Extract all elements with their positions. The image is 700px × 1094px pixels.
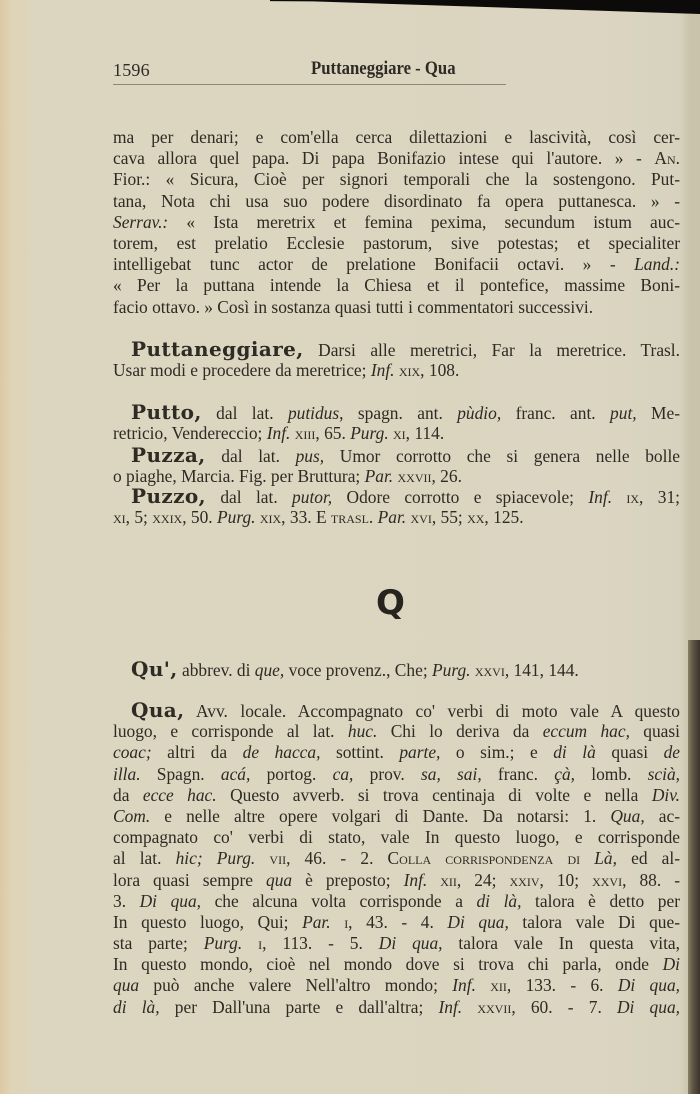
- text-line: o piaghe, Marcia. Fig. per Bruttura; Par. xxvii, 26.: [113, 466, 462, 487]
- text-line: retricio, Vendereccio; Inf. xiii, 65. Purg. xi, 114.: [113, 423, 445, 444]
- text-line: da ecce hac. Questo avverb. si trova centinaja di volte e nella Div.: [113, 784, 680, 805]
- headword: Qu',: [131, 657, 178, 681]
- text-line: coac; altri da de hacca, sottint. parte, o sim.; e di là quasi de: [113, 742, 680, 763]
- text-line: lora quasi sempre qua è preposto; Inf. xii, 24; xxiv, 10; xxvi, 88. -: [113, 869, 680, 890]
- entry-puttaneggiare: [113, 339, 680, 381]
- text-line: Putto, dal lat. putidus, spagn. ant. pùdio, franc. ant. put, Me-: [131, 400, 680, 424]
- text-line: illa. Spagn. acá, portog. ca, prov. sa, sai, franc. çà, lomb. scià,: [113, 763, 680, 784]
- text-line: cava allora quel papa. Di papa Bonifazio intese qui l'autore. » - An.: [113, 148, 680, 169]
- headword: Qua,: [131, 698, 185, 722]
- text-line: 3. Di qua, che alcuna volta corrisponde a di là, talora è detto per: [113, 890, 680, 911]
- text-line: In questo mondo, cioè nel mondo dove si trova chi parla, onde Di: [113, 954, 680, 975]
- text-line: Puzzo, dal lat. putor, Odore corrotto e spiacevole; Inf. ix, 31;: [131, 484, 680, 508]
- text-line: luogo, e corrisponde al lat. huc. Chi lo deriva da eccum hac, quasi: [113, 721, 680, 742]
- text-line: Puttaneggiare, Darsi alle meretrici, Far la meretrice. Trasl.: [131, 337, 680, 361]
- headword: Puttaneggiare,: [131, 337, 304, 361]
- text-line: « Per la puttana intende la Chiesa et il pontefice, massime Boni-: [113, 275, 680, 296]
- continuation-paragraph: [113, 127, 680, 318]
- text-line: Com. e nelle altre opere volgari di Dante. Da notarsi: 1. Qua, ac-: [113, 805, 681, 826]
- entry-puzza: [113, 445, 680, 487]
- text-line: Qua, Avv. locale. Accompagnato co' verbi di moto vale A questo: [131, 698, 680, 722]
- page-binding-edge: [688, 640, 700, 1094]
- entry-putto: [113, 402, 680, 444]
- text-line: Fior.: « Sicura, Cioè per signori temporali che la sostengono. Put-: [113, 169, 680, 190]
- text-line: Qu', abbrev. di que, voce provenz., Che; Purg. xxvi, 141, 144.: [131, 657, 579, 681]
- headword: Puzza,: [131, 443, 206, 467]
- text-line: In questo luogo, Qui; Par. i, 43. - 4. Di qua, talora vale Di que-: [113, 911, 680, 932]
- text-line: Puzza, dal lat. pus, Umor corrotto che si genera nelle bolle: [131, 443, 680, 467]
- headword: Puzzo,: [131, 484, 206, 508]
- text-line: al lat. hic; Purg. vii, 46. - 2. Colla corrispondenza di Là, ed al-: [113, 848, 681, 869]
- text-line: torem, est prelatio Ecclesie pastorum, sive potestas; et specialiter: [113, 232, 680, 253]
- text-line: Serrav.: « Ista meretrix et femina pexima, secundum istum auc-: [113, 211, 680, 232]
- page-header: [113, 58, 506, 84]
- text-line: xi, 5; xxix, 50. Purg. xix, 33. E trasl. Par. xvi, 55; xx, 125.: [113, 507, 524, 528]
- entry-qua: [113, 700, 680, 1018]
- text-line: qua può anche valere Nell'altro mondo; Inf. xii, 133. - 6. Di qua,: [113, 975, 680, 996]
- section-letter: Q: [376, 583, 405, 623]
- running-head: Puttaneggiare - Qua: [311, 58, 456, 79]
- text-line: sta parte; Purg. i, 113. - 5. Di qua, talora vale In questa vita,: [113, 933, 680, 954]
- header-rule: [113, 84, 506, 85]
- text-line: Usar modi e procedere da meretrice; Inf. xix, 108.: [113, 360, 460, 381]
- text-line: intelligebat tunc actor de prelatione Bonifacii octavi. » - Land.:: [113, 254, 680, 275]
- text-line: tana, Nota chi usa suo podere disordinato fa opera puttanesca. » -: [113, 190, 680, 211]
- page-number: 1596: [113, 60, 150, 80]
- text-line: compagnato co' verbi di stato, vale In questo luogo, e corrisponde: [113, 827, 680, 848]
- text-line: facio ottavo. » Così in sostanza quasi tutti i commentatori successivi.: [113, 296, 594, 317]
- entry-qu: [113, 659, 680, 680]
- entry-puzzo: [113, 486, 680, 528]
- text-line: di là, per Dall'una parte e dall'altra; Inf. xxvii, 60. - 7. Di qua,: [113, 996, 680, 1017]
- headword: Putto,: [131, 400, 202, 424]
- text-line: ma per denari; e com'ella cerca dilettazioni e lascività, così cer-: [113, 127, 680, 147]
- scan-shadow: [270, 0, 700, 14]
